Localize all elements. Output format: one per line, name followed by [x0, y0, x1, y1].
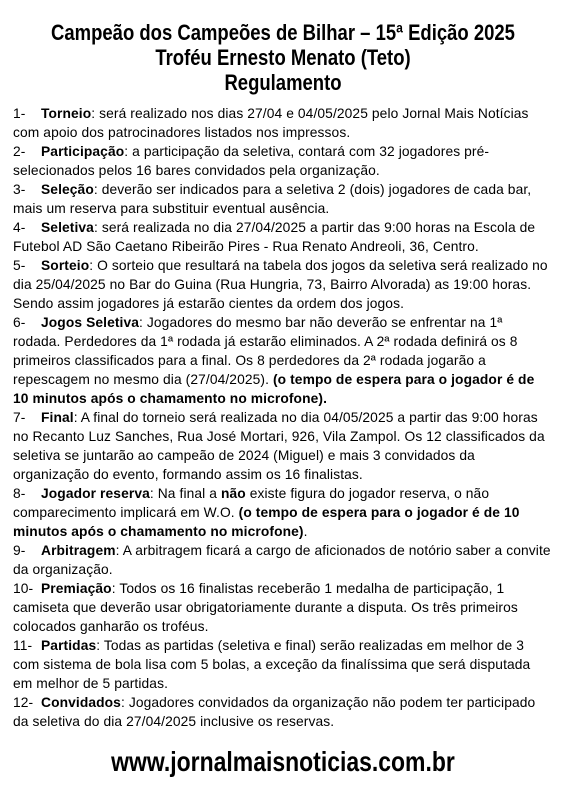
- rule-number: 2-: [13, 144, 26, 159]
- rule-text: : será realizado nos dias 27/04 e 04/05/2025 pelo Jornal Mais Notícias com apoio dos patrocinadores listados nos impressos.: [13, 106, 529, 140]
- rule-text-continued: existe figura do jogador reserva, o não comparecimento implicará em W.O.: [13, 486, 490, 520]
- rule-term: Jogos Seletiva: [41, 315, 140, 330]
- rule-term: Convidados: [41, 695, 121, 710]
- rule-text-end: .: [303, 524, 308, 539]
- rule-item-11: [13, 636, 553, 693]
- rule-number: 9-: [13, 543, 26, 558]
- rule-item-7: [13, 408, 553, 484]
- rule-number: 1-: [13, 106, 26, 121]
- rule-number: 7-: [13, 410, 26, 425]
- rule-number: 6-: [13, 315, 26, 330]
- rule-term: Final: [41, 410, 74, 425]
- rule-term: Seleção: [41, 182, 94, 197]
- rule-item-5: [13, 256, 553, 313]
- rule-text: : Todos os 16 finalistas receberão 1 medalha de participação, 1 camiseta que deverão usar obrigatoriamente durante a disputa. Os três primeiros colocados ganharão os troféus.: [13, 581, 518, 634]
- rule-number: 4-: [13, 220, 26, 235]
- rule-item-6: [13, 313, 553, 408]
- rule-term: Torneio: [41, 106, 92, 121]
- rule-item-9: [13, 541, 553, 579]
- rules-list: [13, 104, 553, 731]
- rule-bold-note: (o tempo de espera para o jogador é de 10 minutos após o chamamento no microfone): [13, 505, 520, 539]
- rule-item-8: [13, 484, 553, 541]
- rule-item-10: [13, 579, 553, 636]
- regulation-title: Regulamento: [224, 70, 342, 95]
- rule-number: 3-: [13, 182, 26, 197]
- rule-term: Seletiva: [41, 220, 94, 235]
- rule-item-2: [13, 142, 553, 180]
- rule-text: : A final do torneio será realizada no dia 04/05/2025 a partir das 9:00 horas no Recanto Luz Sanches, Rua José Mortari, 926, Vila Zampol. Os 12 classificados da seletiva se juntarão ao campeão de 2024 (Miguel) e mais 3 convidados da organização do evento, formando assim os 16 finalistas.: [13, 410, 545, 482]
- rule-item-1: [13, 104, 553, 142]
- rule-item-12: [13, 693, 553, 731]
- rule-term: Arbitragem: [41, 543, 116, 558]
- rule-term: Premiação: [41, 581, 112, 596]
- rule-text: : Jogadores convidados da organização não podem ter participado da seletiva do dia 27/04/2025 inclusive os reservas.: [13, 695, 536, 729]
- rule-number: 11-: [13, 638, 33, 653]
- rule-text: : Jogadores do mesmo bar não deverão se enfrentar na 1ª rodada. Perdedores da 1ª rodada já estarão eliminados. A 2ª rodada definirá os 8 primeiros classificados para a final. Os 8 perdedores da 2ª rodada jogarão a repescagem no mesmo dia (27/04/2025).: [13, 315, 518, 387]
- rule-text: : O sorteio que resultará na tabela dos jogos da seletiva será realizado no dia 25/04/2025 no Bar do Guina (Rua Hungria, 73, Bairro Alvorada) as 19:00 horas. Sendo assim jogadores já estarão cientes da ordem dos jogos.: [13, 258, 548, 311]
- rule-term: Sorteio: [41, 258, 90, 273]
- rule-text: : A arbitragem ficará a cargo de aficionados de notório saber a convite da organização.: [13, 543, 551, 577]
- page-title: Campeão dos Campeões de Bilhar – 15ª Edição 2025: [51, 20, 515, 45]
- rule-text: : será realizada no dia 27/04/2025 a partir das 9:00 horas na Escola de Futebol AD São Caetano Ribeirão Pires - Rua Renato Andreoli, 36, Centro.: [13, 220, 536, 254]
- rule-text: : a participação da seletiva, contará com 32 jogadores pré-selecionados pelos 16 bares convidados pela organização.: [13, 144, 490, 178]
- website-url: www.jornalmaisnoticias.com.br: [111, 746, 455, 777]
- rule-number: 8-: [13, 486, 26, 501]
- trophy-title: Troféu Ernesto Menato (Teto): [155, 45, 411, 70]
- rule-item-4: [13, 218, 553, 256]
- rule-term: Jogador reserva: [41, 486, 150, 501]
- rule-bold-note: (o tempo de espera para o jogador é de 10 minutos após o chamamento no microfone).: [13, 372, 535, 406]
- rule-text: : Na final a: [149, 486, 221, 501]
- rule-term: Participação: [41, 144, 125, 159]
- rule-number: 12-: [13, 695, 34, 710]
- rule-number: 10-: [13, 581, 34, 596]
- rule-bold-word: não: [220, 486, 246, 501]
- rule-text: : deverão ser indicados para a seletiva 2 (dois) jogadores de cada bar, mais um reserva para substituir eventual ausência.: [13, 182, 532, 216]
- rule-text: : Todas as partidas (seletiva e final) serão realizadas em melhor de 3 com sistema de bola lisa com 5 bolas, a exceção da finalíssima que será disputada em melhor de 5 partidas.: [13, 638, 531, 691]
- rule-item-3: [13, 180, 553, 218]
- document-header: [45, 20, 520, 95]
- rule-number: 5-: [13, 258, 26, 273]
- rule-term: Partidas: [41, 638, 97, 653]
